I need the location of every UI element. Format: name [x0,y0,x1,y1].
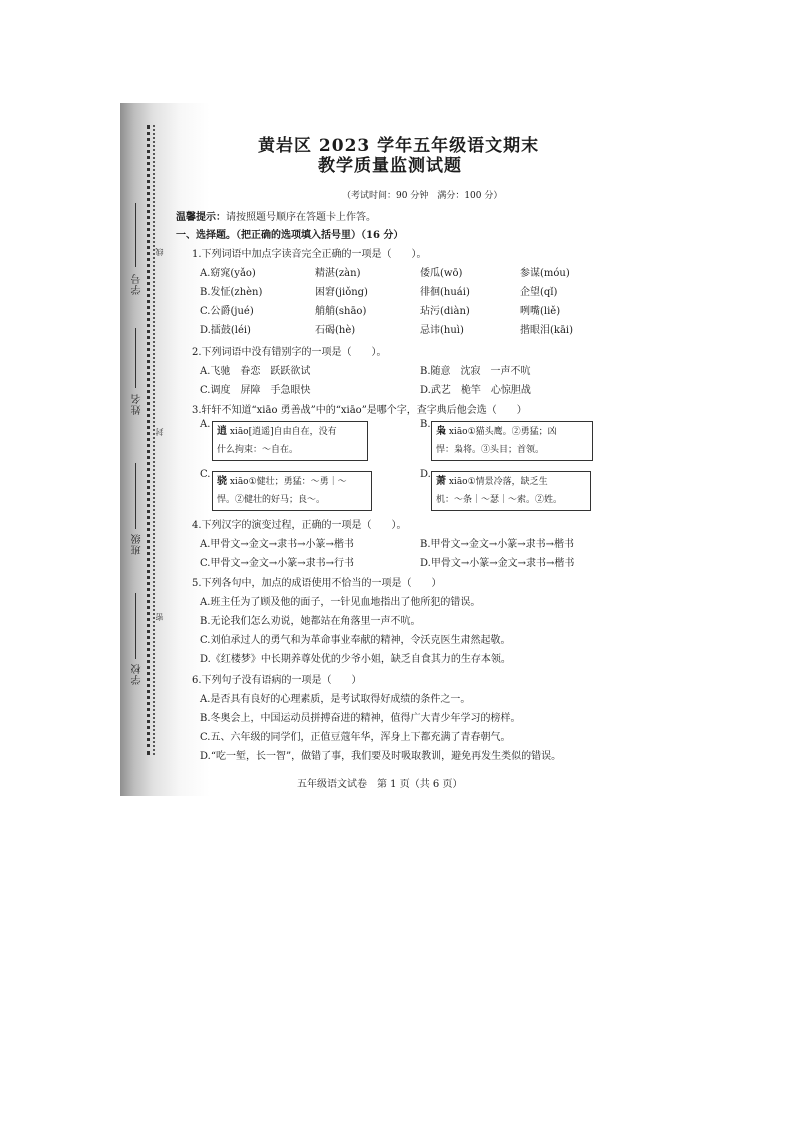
q1-c3: 玷污(diàn) [420,306,470,317]
notice [176,208,376,223]
section1-heading: 一、选择题。（把正确的选项填入括号里）（16 分） [176,230,404,241]
q3-b-box [431,421,593,461]
q1-b2: 困窘(jiǒng) [315,287,368,298]
seal-mark-feng: 封 [155,428,164,436]
q2-d: D.武艺 桅竿 心惊胆战 [420,385,531,396]
q3-d-box [431,471,591,511]
q4-b: B.甲骨文→金文→小篆→隶书→楷书 [420,539,575,550]
q1-c2: 艄艄(shāo) [315,306,367,317]
q3-b-char: 枭 [436,426,446,437]
q3-d-char: 萧 [436,476,446,487]
q3-a-line1: xiāo[逍遥]自由自在，没有 [227,427,337,437]
seal-dotted-line [147,125,150,755]
title-line1: 黄岩区 2023 学年五年级语文期末 [258,136,540,156]
seal-mark-mi: 密 [155,613,164,621]
q3-a-box [212,421,368,461]
q2-a: A.飞驰 眷恋 跃跃欲试 [200,366,311,377]
q1-c1: C.公爵(jué) [200,306,254,317]
q5-b: B.无论我们怎么劝说，她都站在角落里一声不吭。 [200,616,421,627]
q4-a: A.甲骨文→金文→隶书→小篆→楷书 [200,539,354,550]
q3-c-line1: xiāo①健壮；勇猛：～勇｜～ [227,477,347,487]
q1-d1: D.擂鼓(léi) [200,325,251,336]
q3-c-line2: 悍。②健壮的好马；良～。 [217,495,326,505]
q1-d2: 石碣(hè) [315,325,356,336]
name-line [135,328,136,388]
q6-b: B.冬奥会上，中国运动员拼搏奋进的精神，值得广大青少年学习的榜样。 [200,713,521,724]
q5-c: C.刘伯承过人的勇气和为革命事业奉献的精神，令沃克医生肃然起敬。 [200,635,511,646]
binding-margin [120,103,190,796]
notice-text: 请按照题号顺序在答题卡上作答。 [226,212,376,223]
q1-d3: 忌讳(huì) [420,325,464,336]
page-footer: 五年级语文试卷 第 1 页（共 6 页） [297,779,463,790]
student-id-line [135,203,136,267]
q3-c-char: 骁 [217,476,227,487]
q5-d: D.《红楼梦》中长期养尊处优的少爷小姐，缺乏自食其力的生存本领。 [200,654,511,665]
q2-c: C.调度 屏障 手急眼快 [200,385,311,396]
q1-a4: 参谋(móu) [520,268,570,279]
seal-mark-xian: 线 [155,248,164,256]
q3-a-line2: 什么拘束：～自在。 [217,445,299,455]
q1-b1: B.发怔(zhèn) [200,287,263,298]
class-label: 班级 [132,533,143,555]
q4-c: C.甲骨文→金文→小篆→隶书→行书 [200,558,354,569]
q6-a: A.是否具有良好的心理素质，是考试取得好成绩的条件之一。 [200,694,471,705]
q6-c: C.五、六年级的同学们，正值豆蔻年华，浑身上下都充满了青春朝气。 [200,732,511,743]
notice-label: 温馨提示： [176,212,226,223]
q3-stem: 3.轩轩不知道“xiāo 勇善战”中的“xiāo”是哪个字，查字典后他会选（ ） [192,405,527,416]
class-line [135,463,136,529]
q3-d-label: D. [420,469,431,480]
q5-stem: 5.下列各句中，加点的成语使用不恰当的一项是（ ） [192,578,442,589]
q1-c4: 咧嘴(liě) [520,306,561,317]
q1-b3: 徘徊(huái) [420,287,470,298]
title-line2: 教学质量监测试题 [318,156,462,176]
q1-a1: A.窈窕(yǎo) [200,268,256,279]
q4-stem: 4.下列汉字的演变过程，正确的一项是（ ）。 [192,520,407,531]
q3-a-char: 逍 [217,426,227,437]
q3-b-line2: 悍：枭将。③头目；首领。 [436,445,545,455]
q3-a-label: A. [200,419,211,430]
q1-d4: 揩眼泪(kāi) [520,325,574,336]
q6-d: D.“吃一堑，长一智”，做错了事，我们要及时吸取教训，避免再发生类似的错误。 [200,751,562,762]
q3-b-line1: xiāo①猫头鹰。②勇猛；凶 [446,427,557,437]
q3-b-label: B. [420,419,431,430]
exam-info: （考试时间：90 分钟 满分：100 分） [342,191,503,201]
q3-c-box [212,471,372,511]
q3-d-line2: 机：～条｜～瑟｜～索。②姓。 [436,495,563,505]
exam-page [120,103,610,796]
q4-d: D.甲骨文→小篆→金文→隶书→楷书 [420,558,575,569]
q3-d-line1: xiāo①情景冷落，缺乏生 [446,477,548,487]
seal-dotted-line-inner [153,125,155,755]
school-label: 学校 [132,663,143,685]
q2-stem: 2.下列词语中没有错别字的一项是（ ）。 [192,347,387,358]
q1-b4: 企望(qǐ) [520,287,558,298]
q2-b: B.随意 沈寂 一声不吭 [420,366,531,377]
q6-stem: 6.下列句子没有语病的一项是（ ） [192,675,362,686]
student-id-label: 学号 [132,273,143,295]
q3-c-label: C. [200,469,211,480]
q1-a2: 精湛(zàn) [315,268,361,279]
q5-a: A.班主任为了顾及他的面子，一针见血地指出了他所犯的错误。 [200,597,481,608]
q1-a3: 倭瓜(wō) [420,268,463,279]
school-line [135,593,136,659]
name-label: 姓名 [132,393,143,415]
q1-stem: 1.下列词语中加点字读音完全正确的一项是（ ）。 [192,249,427,260]
